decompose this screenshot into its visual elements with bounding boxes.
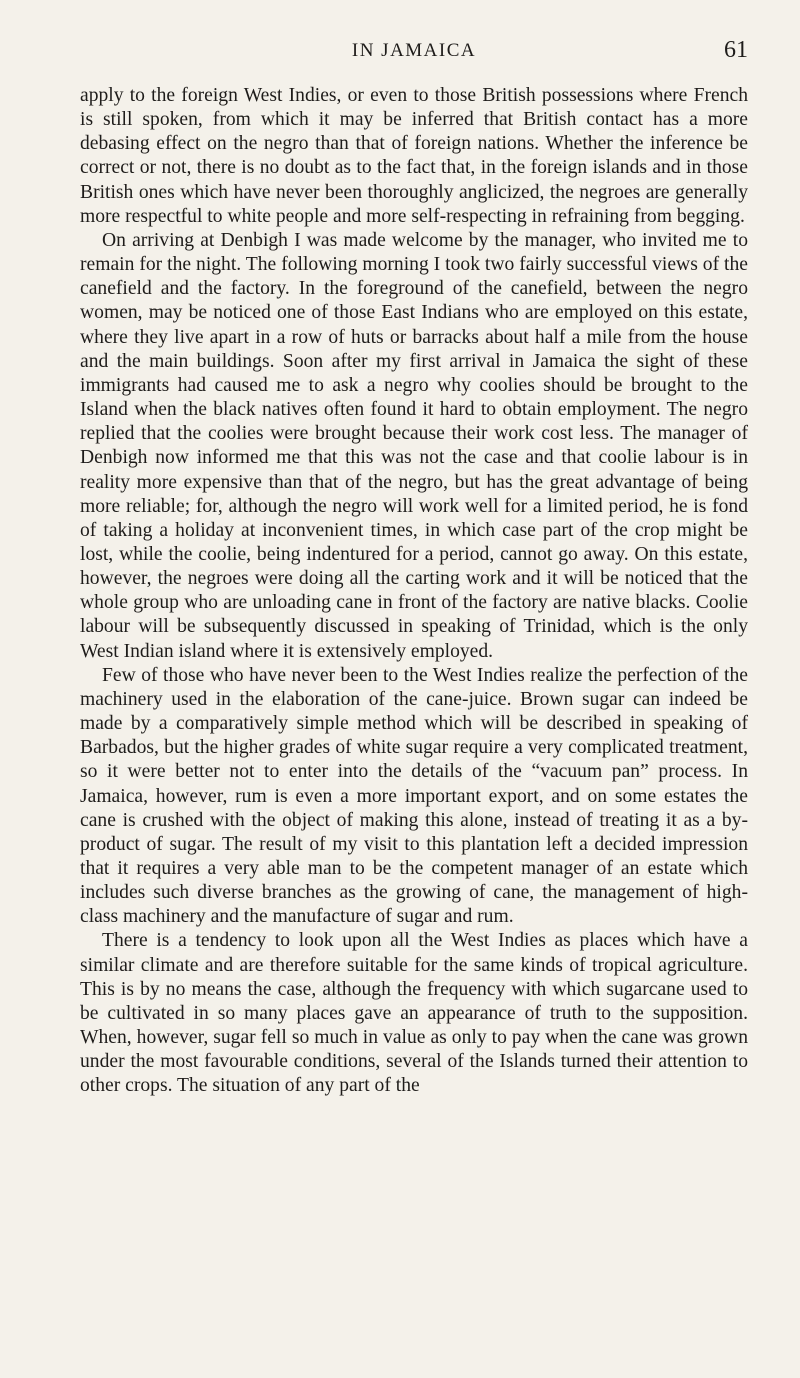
paragraph-1: apply to the foreign West Indies, or even to those British possessions where French is still spoken, from which it may be inferred that British contact has a more debasing effect on the negro than that of foreign nations. Whether the inference be correct or not, there is no doubt as to the fact that, in the foreign islands and in those British ones which have never been thoroughly anglicized, the negroes are generally more respectful to white people and more self-respecting in refraining from begging. [80,85,748,227]
paragraph-4: There is a tendency to look upon all the West Indies as places which have a similar climate and are therefore suitable for the same kinds of tropical agriculture. This is by no means the case, although the frequency with which sugarcane used to be cultivated in so many places gave an appearance of truth to the supposition. When, however, sugar fell so much in value as only to pay when the cane was grown under the most favourable conditions, several of the Islands turned their attention to other crops. The situation of any part of the [80,930,748,1097]
page-header [80,38,748,72]
page-body [80,84,748,1099]
paragraph-2: On arriving at Denbigh I was made welcome by the manager, who invited me to remain for the night. The following morning I took two fairly successful views of the canefield and the factory. In the foreground of the canefield, between the negro women, may be noticed one of those East Indians who are employed on this estate, where they live apart in a row of huts or barracks about half a mile from the house and the main buildings. Soon after my first arrival in Jamaica the sight of these immigrants had caused me to ask a negro why coolies should be brought to the Island when the black natives often found it hard to obtain employment. The negro replied that the coolies were brought because their work cost less. The manager of Denbigh now informed me that this was not the case and that coolie labour is in reality more expensive than that of the negro, but has the great advantage of being more reliable; for, although the negro will work well for a limited period, he is fond of taking a holiday at inconvenient times, in which case part of the crop might be lost, while the coolie, being indentured for a period, cannot go away. On this estate, however, the negroes were doing all the carting work and it will be noticed that the whole group who are unloading cane in front of the factory are native blacks. Coolie labour will be subsequently discussed in speaking of Trinidad, which is the only West Indian island where it is extensively employed. [80,229,748,662]
paragraph-3: Few of those who have never been to the West Indies realize the perfection of the machinery used in the elaboration of the cane-juice. Brown sugar can indeed be made by a comparatively simple method which will be described in speaking of Barbados, but the higher grades of white sugar require a very complicated treatment, so it were better not to enter into the details of the “vacuum pan” process. In Jamaica, however, rum is even a more important export, and on some estates the cane is crushed with the object of making this alone, instead of treating it as a by-product of sugar. The result of my visit to this plantation left a decided impression that it requires a very able man to be the competent manager of an estate which includes such diverse branches as the growing of cane, the management of high-class machinery and the manufacture of sugar and rum. [80,664,748,928]
running-head: IN JAMAICA [351,40,477,61]
page-number: 61 [724,37,748,63]
